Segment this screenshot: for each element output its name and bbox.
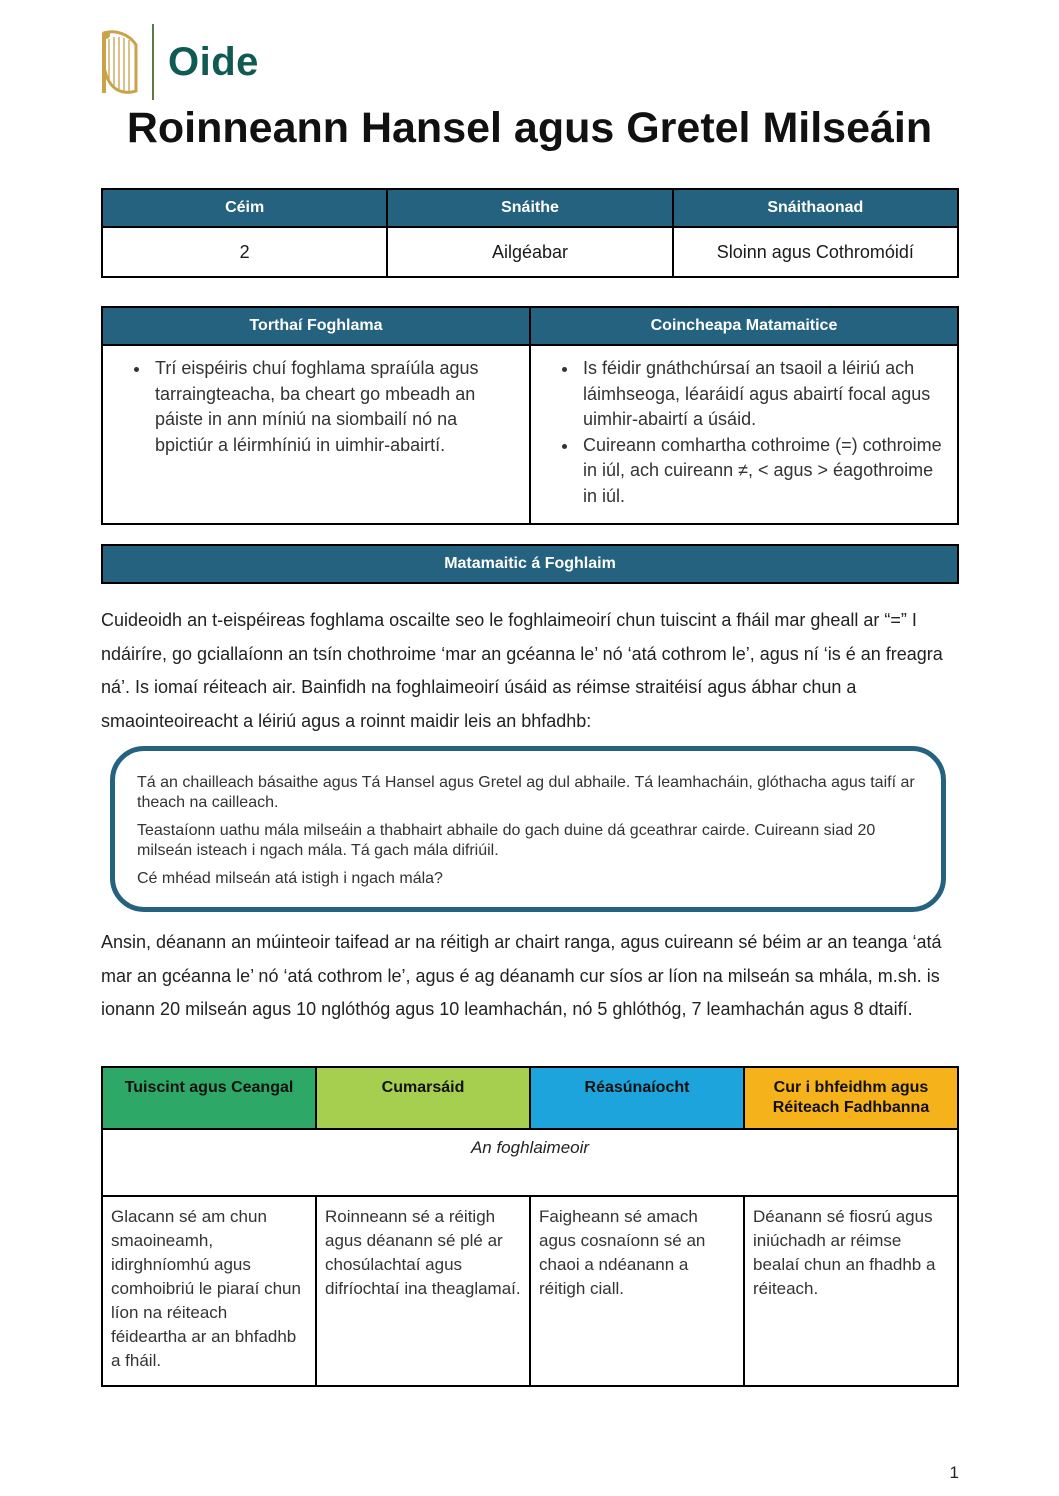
followup-paragraph: Ansin, déanann an múinteoir taifead ar na réitigh ar chairt ranga, agus cuireann sé béim ar an teanga ‘atá mar an gcéanna le’ nó ‘atá cothrom le’, agus é ag déanamh cur síos ar líon na milseán sa mhála, m.sh. is ionann 20 milseán agus 10 nglóthóg agus 10 leamhachán, nó 5 ghlóthóg, 7 leamhachán agus 8 dtaifí. bbox=[101, 932, 942, 1019]
learner-label: An foghlaimeoir bbox=[102, 1129, 958, 1196]
skill-header-communication: Cumarsáid bbox=[316, 1067, 530, 1129]
intro-paragraph: Cuideoidh an t-eispéireas foghlama oscailte seo le foghlaimeoirí chun tuiscint a fháil mar gheall ar “=” I ndáiríre, go gciallaíonn an tsín chothroime ‘mar an gcéanna le’ nó ‘atá cothrom le’, agus ní ‘is é an freagra ná’. Is iomaí réiteach air. Bainfidh na foghlaimeoirí úsáid as réimse straitéisí agus ábhar chun a smaointeoireacht a léiriú agus a roinnt maidir leis an bhfadhb: bbox=[101, 610, 943, 731]
concept-item: • Cuireann comhartha cothroime (=) cothroime in iúl, ach cuireann ≠, < agus > éagothroime in iúl. bbox=[579, 433, 943, 510]
harp-icon bbox=[96, 27, 140, 97]
outcomes-table bbox=[101, 306, 959, 525]
info-value-strand: Ailgéabar bbox=[387, 227, 672, 277]
skill-header-understanding: Tuiscint agus Ceangal bbox=[102, 1067, 316, 1129]
logo bbox=[96, 24, 259, 100]
skills-table bbox=[101, 1066, 959, 1387]
info-header-strand: Snáithe bbox=[387, 189, 672, 227]
concept-item: • Is féidir gnáthchúrsaí an tsaoil a léiriú ach láimhseoga, léaráidí agus abairtí focal agus uimhir-abairtí a úsáid. bbox=[579, 356, 943, 433]
info-table bbox=[101, 188, 959, 278]
page-title: Roinneann Hansel agus Gretel Milseáin bbox=[126, 104, 933, 152]
info-value-strand-unit: Sloinn agus Cothromóidí bbox=[673, 227, 958, 277]
page-number: 1 bbox=[949, 1463, 959, 1482]
skill-description: Glacann sé am chun smaoineamh, idirghníomhú agus comhoibriú le piaraí chun líon na réiteach féideartha ar an bhfadhb a fháil. bbox=[102, 1196, 316, 1386]
problem-line: Teastaíonn uathu mála milseáin a thabhairt abhaile do gach duine dá gceathrar cairde. Cuireann siad 20 milseán isteach i ngach mála. Tá gach mála difriúil. bbox=[137, 822, 876, 859]
skill-description: Roinneann sé a réitigh agus déanann sé plé ar chosúlachtaí agus difríochtaí ina theaglamaí. bbox=[316, 1196, 530, 1386]
section-header-table bbox=[101, 544, 959, 584]
concepts-cell bbox=[530, 345, 958, 524]
outcomes-header-learning: Torthaí Foghlama bbox=[102, 307, 530, 345]
brand-name: Oide bbox=[168, 39, 259, 84]
problem-question: Cé mhéad milseán atá istigh i ngach mála? bbox=[137, 870, 443, 887]
learning-outcomes-cell bbox=[102, 345, 530, 524]
info-value-grade: 2 bbox=[102, 227, 387, 277]
logo-divider bbox=[152, 24, 154, 100]
skill-description: Déanann sé fiosrú agus iniúchadh ar réimse bealaí chun an fhadhb a réiteach. bbox=[744, 1196, 958, 1386]
skill-header-reasoning: Réasúnaíocht bbox=[530, 1067, 744, 1129]
outcomes-header-concepts: Coincheapa Matamaitice bbox=[530, 307, 958, 345]
problem-callout bbox=[110, 746, 946, 912]
skill-description: Faigheann sé amach agus cosnaíonn sé an chaoi a ndéanann a réitigh ciall. bbox=[530, 1196, 744, 1386]
problem-line: Tá an chailleach básaithe agus Tá Hansel agus Gretel ag dul abhaile. Tá leamhacháin, glóthacha agus taifí ar theach na cailleach. bbox=[137, 774, 915, 811]
info-header-grade: Céim bbox=[102, 189, 387, 227]
skill-header-problem-solving: Cur i bhfeidhm agus Réiteach Fadhbanna bbox=[744, 1067, 958, 1129]
section-header: Matamaitic á Foghlaim bbox=[102, 545, 958, 583]
info-header-strand-unit: Snáithaonad bbox=[673, 189, 958, 227]
learning-outcome-item: • Trí eispéiris chuí foghlama spraíúla agus tarraingteacha, ba cheart go mbeadh an páiste in ann míniú na siombailí nó na bpictiúr a léirmhíniú in uimhir-abairtí. bbox=[151, 356, 515, 458]
